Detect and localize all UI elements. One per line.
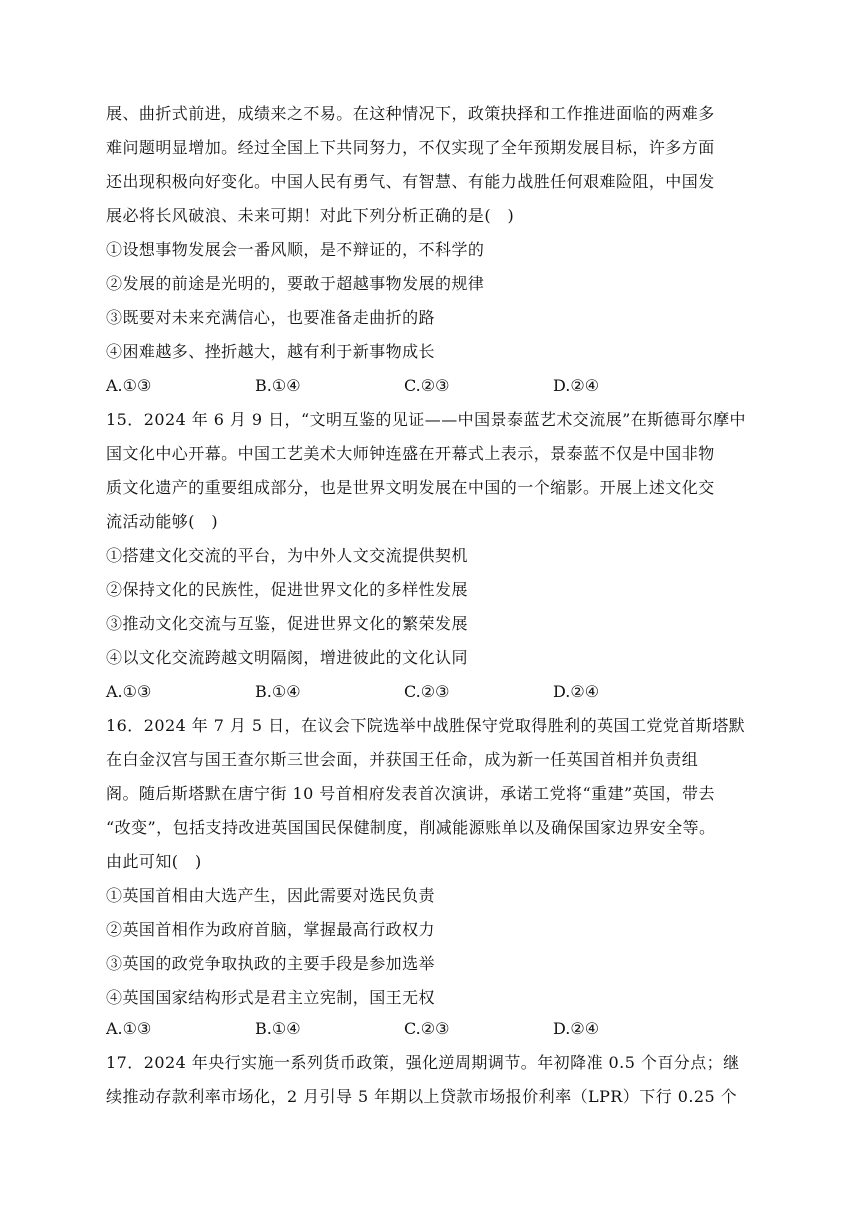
q15-statement: ②保持文化的民族性，促进世界文化的多样性发展: [106, 580, 468, 599]
q17-text-line: 续推动存款利率市场化，2 月引导 5 年期以上贷款市场报价利率（LPR）下行 0.25 个: [106, 1087, 738, 1106]
q14-statement: ①设想事物发展会一番风顺，是不辩证的，不科学的: [106, 240, 485, 259]
q14-options: [106, 369, 706, 403]
q14-text-line: 难问题明显增加。经过全国上下共同努力，不仅实现了全年预期发展目标，许多方面: [106, 138, 715, 157]
option-a[interactable]: A.①③: [106, 1019, 152, 1038]
option-a[interactable]: A.①③: [106, 376, 152, 395]
q16-text-line: 16．2024 年 7 月 5 日，在议会下院选举中战胜保守党取得胜利的英国工党党首斯塔默: [106, 716, 746, 735]
q16-text-line: 在白金汉宫与国王查尔斯三世会面，并获国王任命，成为新一任英国首相并负责组: [106, 750, 699, 769]
q17-text-line: 17．2024 年央行实施一系列货币政策，强化逆周期调节。年初降准 0.5 个百分点；继: [106, 1053, 740, 1072]
q15-text-line: 15．2024 年 6 月 9 日，“文明互鉴的见证——中国景泰蓝艺术交流展”在斯德哥尔摩中: [106, 410, 746, 429]
q14-statement: ②发展的前途是光明的，要敢于超越事物发展的规律: [106, 274, 485, 293]
q16-statement: ②英国首相作为政府首脑，掌握最高行政权力: [106, 920, 436, 939]
q16-text-line: 阁。随后斯塔默在唐宁街 10 号首相府发表首次演讲，承诺工党将“重建”英国，带去: [106, 784, 715, 803]
q14-statement: ④困难越多、挫折越大，越有利于新事物成长: [106, 342, 436, 361]
option-c[interactable]: C.②③: [404, 682, 450, 701]
q16-text-line: 由此可知( ): [106, 852, 202, 871]
option-a[interactable]: A.①③: [106, 682, 152, 701]
q15-statement: ④以文化交流跨越文明隔阂，增进彼此的文化认同: [106, 648, 468, 667]
option-c[interactable]: C.②③: [404, 1019, 450, 1038]
q14-text-line: 展、曲折式前进，成绩来之不易。在这种情况下，政策抉择和工作推进面临的两难多: [106, 104, 715, 123]
q16-options: [106, 1012, 706, 1046]
q15-text-line: 国文化中心开幕。中国工艺美术大师钟连盛在开幕式上表示，景泰蓝不仅是中国非物: [106, 444, 715, 463]
q14-text-line: 还出现积极向好变化。中国人民有勇气、有智慧、有能力战胜任何艰难险阻，中国发: [106, 172, 715, 191]
option-b[interactable]: B.①④: [255, 1019, 301, 1038]
q15-options: [106, 675, 706, 709]
q14-statement: ③既要对未来充满信心，也要准备走曲折的路: [106, 308, 436, 327]
option-b[interactable]: B.①④: [255, 682, 301, 701]
q16-statement: ③英国的政党争取执政的主要手段是参加选举: [106, 954, 436, 973]
option-c[interactable]: C.②③: [404, 376, 450, 395]
q14-text-line: 展必将长风破浪、未来可期！对此下列分析正确的是( ): [106, 206, 515, 225]
option-d[interactable]: D.②④: [553, 376, 600, 395]
q16-statement: ①英国首相由大选产生，因此需要对选民负责: [106, 886, 436, 905]
option-b[interactable]: B.①④: [255, 376, 301, 395]
q16-text-line: “改变”，包括支持改进英国国民保健制度，削减能源账单以及确保国家边界安全等。: [106, 818, 716, 837]
q15-text-line: 质文化遗产的重要组成部分，也是世界文明发展在中国的一个缩影。开展上述文化交: [106, 478, 715, 497]
option-d[interactable]: D.②④: [553, 682, 600, 701]
q15-statement: ③推动文化交流与互鉴，促进世界文化的繁荣发展: [106, 614, 468, 633]
q15-statement: ①搭建文化交流的平台，为中外人文交流提供契机: [106, 546, 468, 565]
q15-text-line: 流活动能够( ): [106, 512, 219, 531]
q16-statement: ④英国国家结构形式是君主立宪制，国王无权: [106, 988, 436, 1007]
option-d[interactable]: D.②④: [553, 1019, 600, 1038]
